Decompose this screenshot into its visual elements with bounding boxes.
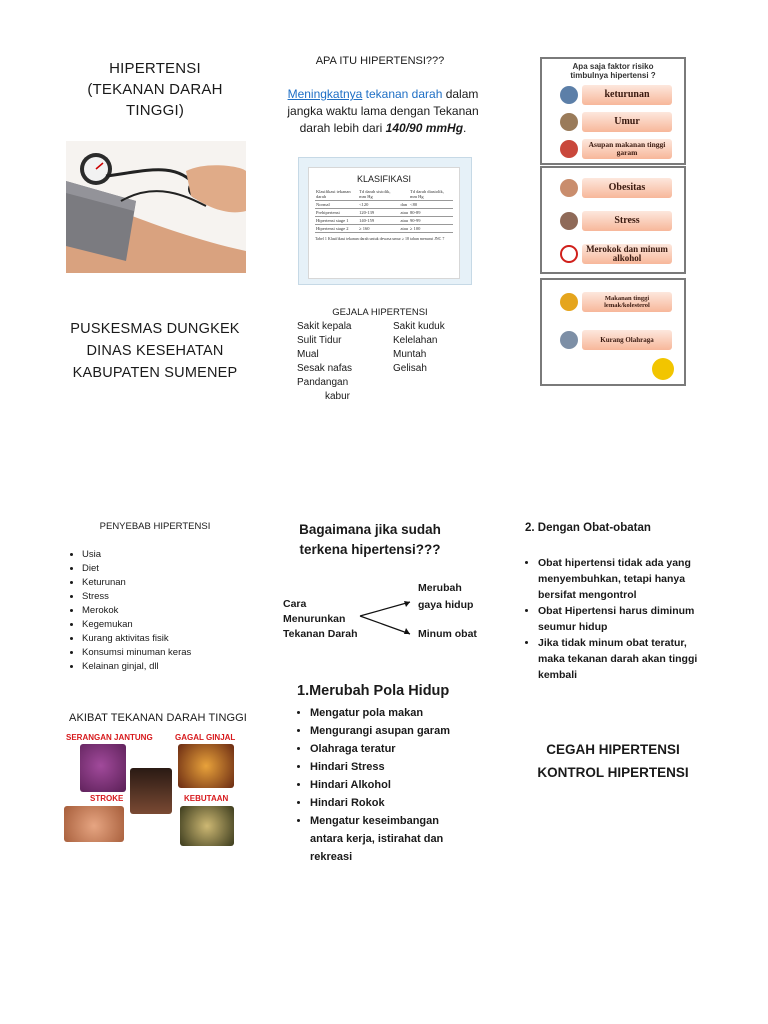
brain-stroke-icon (64, 806, 124, 842)
cartoon-icon (652, 358, 674, 380)
arrow-up-line (360, 602, 410, 616)
symptoms-heading: GEJALA HIPERTENSI (332, 307, 428, 318)
diagram-source (283, 597, 358, 642)
risk-factor-card-1 (540, 57, 686, 165)
diagram-target-top (418, 580, 473, 614)
closing-slogan-2: KONTROL HIPERTENSI (537, 765, 689, 780)
definition-text (278, 86, 488, 137)
org-line-3: KABUPATEN SUMENEP (72, 365, 238, 381)
symptom-item: Muntah (393, 349, 427, 360)
risk-factor-label: Merokok dan minum alkohol (582, 244, 672, 264)
medication-list (520, 555, 710, 683)
table-cell: Hipertensi stage 2 (315, 225, 358, 233)
stress-icon (560, 212, 578, 230)
lifestyle-section-title: 1.Merubah Pola Hidup (297, 683, 450, 699)
risk-factor-row (542, 139, 684, 161)
title-line-1: HIPERTENSI (109, 60, 201, 77)
risk-factor-title-1: Apa saja faktor risiko (572, 62, 654, 71)
table-cell: atau (400, 226, 409, 231)
sedentary-icon (560, 331, 578, 349)
diagram-arrows (358, 598, 418, 638)
blood-pressure-photo (66, 141, 246, 273)
headache-person-icon (130, 768, 172, 814)
risk-factor-card-3 (540, 278, 686, 386)
kidney-icon (178, 744, 234, 788)
table-cell: <120 (358, 201, 399, 209)
lifestyle-item: • Olahraga teratur (310, 740, 475, 758)
arrow-down-head (404, 628, 410, 634)
closing-slogan (518, 738, 708, 784)
definition-end: . (463, 121, 467, 135)
definition-link-tekanan-darah[interactable]: tekanan darah (365, 87, 443, 101)
sphygmomanometer-icon (66, 141, 246, 273)
elderly-icon (560, 113, 578, 131)
risk-factor-row (542, 112, 684, 134)
arrow-down-line (360, 616, 410, 634)
definition-text-2: jangka waktu lama dengan Tekanan (287, 104, 479, 118)
table-cell: 90-99 (409, 217, 453, 225)
closing-slogan-1: CEGAH HIPERTENSI (546, 742, 680, 757)
symptom-item: Sakit kepala (297, 321, 352, 332)
medication-item: • Obat Hipertensi harus diminum seumur hidup (538, 603, 710, 635)
table-cell: Normal (315, 201, 358, 209)
org-line-2: DINAS KESEHATAN (86, 343, 224, 359)
table-header-cell (400, 188, 410, 201)
cause-item: • Merokok (82, 604, 260, 618)
family-icon (560, 86, 578, 104)
cause-item: • Kurang aktivitas fisik (82, 632, 260, 646)
effect-heart-label: SERANGAN JANTUNG (66, 733, 153, 742)
risk-factor-row (542, 330, 684, 352)
risk-factor-card-2 (540, 166, 686, 274)
symptom-item: Gelisah (393, 363, 427, 374)
cause-item: • Keturunan (82, 576, 260, 590)
lifestyle-item: • Hindari Alkohol (310, 776, 475, 794)
table-header-cell: Klasifikasi tekanan darah (315, 188, 358, 201)
risk-factor-label: Kurang Olahraga (582, 330, 672, 350)
table-cell: 80-89 (409, 209, 453, 217)
risk-factor-row (542, 292, 684, 314)
title-line-2: (TEKANAN DARAH TINGGI) (87, 81, 223, 119)
table-cell: <80 (409, 201, 453, 209)
symptom-item: Pandangan (297, 377, 349, 388)
risk-factor-label: Obesitas (582, 178, 672, 198)
table-header-row (315, 188, 453, 201)
lifestyle-item: • Hindari Stress (310, 758, 475, 776)
table-row (315, 201, 453, 209)
diagram-source-2: Menurunkan (283, 613, 346, 625)
definition-heading: APA ITU HIPERTENSI??? (315, 55, 445, 67)
definition-text-1: dalam (442, 87, 479, 101)
management-heading-2: terkena hipertensi??? (299, 542, 441, 557)
table-cell: atau (400, 218, 409, 223)
symptom-item-continued: kabur (325, 391, 351, 402)
table-cell: 140-159 (358, 217, 399, 225)
risk-factor-row (542, 211, 684, 233)
table-cell: ≥ 160 (358, 225, 399, 233)
classification-caption: Tabel 1 Klasifikasi tekanan darah untuk dewasa umur ≥ 18 tahun menurut JNC 7 (315, 236, 445, 241)
table-row (315, 225, 453, 233)
table-row (315, 209, 453, 217)
effects-title: AKIBAT TEKANAN DARAH TINGGI (69, 712, 247, 724)
risk-factor-row (542, 178, 684, 200)
management-heading (290, 520, 450, 560)
causes-heading: PENYEBAB HIPERTENSI (99, 521, 211, 532)
risk-factor-label: Umur (582, 112, 672, 132)
table-cell: Prehipertensi (315, 209, 358, 217)
lifestyle-list (290, 704, 475, 866)
table-cell: Hipertensi stage 1 (315, 217, 358, 225)
risk-factor-row (542, 85, 684, 107)
lifestyle-item: • Hindari Rokok (310, 794, 475, 812)
symptoms-left-list (297, 320, 392, 404)
risk-factor-row (542, 244, 684, 266)
cause-item: • Kelainan ginjal, dll (82, 660, 260, 674)
organization-block (60, 318, 250, 384)
definition-text-3: darah lebih dari (299, 121, 386, 135)
cause-item: • Usia (82, 548, 260, 562)
lifestyle-item: • Mengatur keseimbangan antara kerja, istirahat dan rekreasi (310, 812, 475, 866)
risk-factor-card-title (542, 62, 684, 80)
effect-stroke-label: STROKE (90, 794, 124, 803)
symptom-item: Sesak nafas (297, 363, 353, 374)
medication-section-title: 2. Dengan Obat-obatan (525, 522, 651, 534)
symptom-item: Sulit Tidur (297, 335, 342, 346)
symptom-item: Mual (297, 349, 319, 360)
table-row (315, 217, 453, 225)
risk-factor-title-2: timbulnya hipertensi ? (570, 71, 656, 80)
effect-kidney-label: GAGAL GINJAL (175, 733, 236, 742)
definition-value: 140/90 mmHg (385, 121, 464, 135)
table-cell: 120-139 (358, 209, 399, 217)
lifestyle-item: • Mengurangi asupan garam (310, 722, 475, 740)
classification-table-image (298, 157, 472, 285)
eye-icon (180, 806, 234, 846)
obesity-icon (560, 179, 578, 197)
risk-factor-label: Makanan tinggi lemak/kolesterol (582, 292, 672, 312)
effects-image (60, 708, 256, 848)
cause-item: • Konsumsi minuman keras (82, 646, 260, 660)
table-header-cell: Td darah diastolik, mm Hg (409, 188, 453, 201)
heart-attack-icon (80, 744, 126, 792)
definition-link-meningkatnya[interactable]: Meningkatnya (287, 87, 363, 101)
risk-factor-label: Asupan makanan tinggi garam (582, 139, 672, 159)
risk-factor-label: Stress (582, 211, 672, 231)
classification-title: KLASIFIKASI (356, 174, 412, 184)
org-line-1: PUSKESMAS DUNGKEK (70, 321, 240, 337)
management-heading-1: Bagaimana jika sudah (299, 522, 441, 537)
symptom-item: Sakit kuduk (393, 321, 445, 332)
brochure-title (60, 58, 250, 121)
table-cell: dan (400, 202, 408, 207)
diagram-target-top-2: gaya hidup (418, 599, 474, 611)
classification-table (315, 188, 453, 233)
symptom-item: Kelelahan (393, 335, 438, 346)
causes-list (60, 548, 260, 674)
medication-item: • Obat hipertensi tidak ada yang menyembuhkan, tetapi hanya bersifat mengontrol (538, 555, 710, 603)
medication-item: • Jika tidak minum obat teratur, maka tekanan darah akan tinggi kembali (538, 635, 710, 683)
diagram-target-top-1: Merubah (418, 582, 462, 594)
no-smoking-icon (560, 245, 578, 263)
table-header-cell: Td darah sistolik, mm Hg (358, 188, 399, 201)
diagram-target-bottom: Minum obat (418, 628, 477, 640)
fatty-food-icon (560, 293, 578, 311)
classification-paper (308, 167, 460, 279)
symptoms-right-list (393, 320, 483, 376)
lifestyle-item: • Mengatur pola makan (310, 704, 475, 722)
cause-item: • Kegemukan (82, 618, 260, 632)
cause-item: • Diet (82, 562, 260, 576)
effect-blindness-label: KEBUTAAN (184, 794, 229, 803)
table-cell: ≥ 100 (409, 225, 453, 233)
diagram-source-3: Tekanan Darah (283, 628, 358, 640)
diagram-source-1: Cara (283, 598, 307, 610)
table-cell: atau (400, 210, 409, 215)
cause-item: • Stress (82, 590, 260, 604)
salt-food-icon (560, 140, 578, 158)
risk-factor-label: keturunan (582, 85, 672, 105)
